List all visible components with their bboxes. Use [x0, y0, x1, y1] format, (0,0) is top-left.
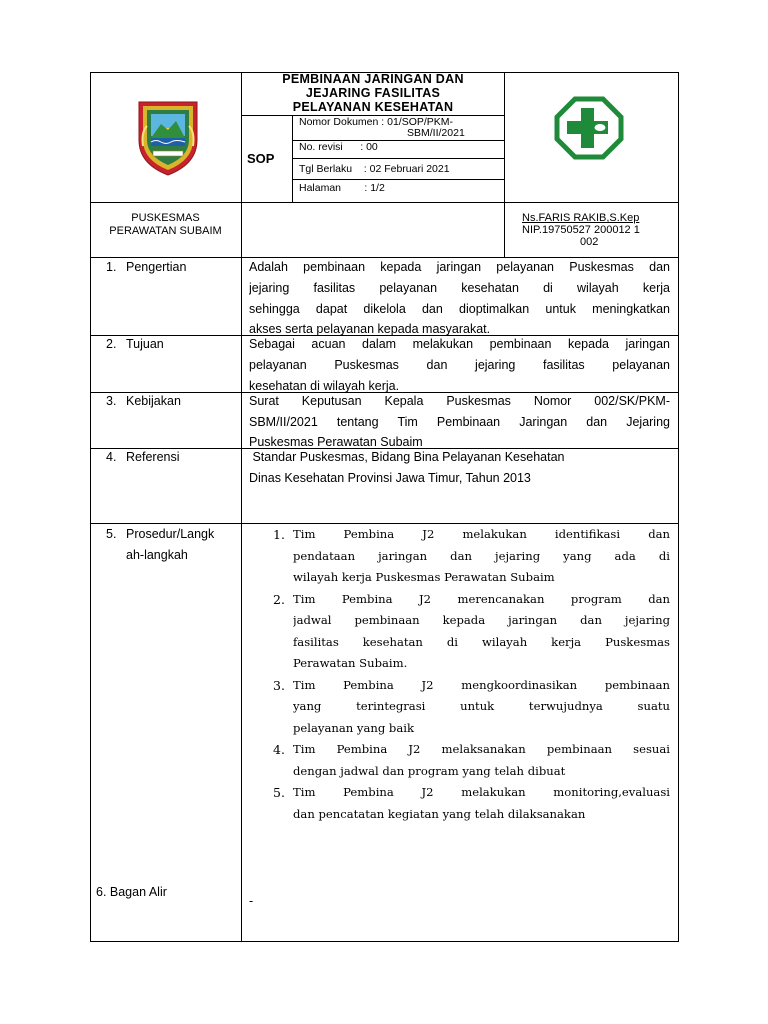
regency-seal-logo [133, 96, 203, 178]
step-1-line-1: Tim Pembina J2 melakukan identifikasi dan [293, 527, 670, 541]
step-3-line-3: pelayanan yang baik [293, 721, 414, 735]
revision-number: No. revisi : 00 [299, 141, 378, 153]
org-name-line-2: PERAWATAN SUBAIM [109, 225, 222, 237]
kebijakan-line-2: SBM/II/2021 tentang Tim Pembinaan Jaringan dan Jejaring [249, 415, 670, 429]
logo-emblem [594, 124, 606, 132]
step-3-line-1: Tim Pembina J2 mengkoordinasikan pembinaan [293, 678, 670, 692]
step-number-2: 2. [273, 592, 285, 607]
section-number-pengertian: 1. [106, 260, 117, 274]
puskesmas-logo [554, 96, 624, 160]
kebijakan-line-1: Surat Keputusan Kepala Puskesmas Nomor 002/SK/PKM- [249, 394, 670, 408]
document-title [242, 72, 504, 114]
step-4-line-2: dengan jadwal dan program yang telah dibuat [293, 764, 566, 778]
title-line-3: PELAYANAN KESEHATAN [292, 100, 454, 114]
section-number-tujuan: 2. [106, 337, 117, 351]
step-5-line-2: dan pencatatan kegiatan yang telah dilaksanakan [293, 807, 586, 821]
step-number-1: 1. [273, 527, 285, 542]
section-label-prosedur-line-2: ah-langkah [126, 548, 188, 562]
step-5-line-1: Tim Pembina J2 melakukan monitoring,evaluasi [293, 785, 670, 799]
referensi-line-1: Standar Puskesmas, Bidang Bina Pelayanan Kesehatan [249, 450, 565, 464]
step-2-line-1: Tim Pembina J2 merencanakan program dan [293, 592, 670, 606]
section-label-pengertian: Pengertian [126, 260, 187, 274]
section-label-referensi: Referensi [126, 450, 180, 464]
doc-number: Nomor Dokumen : 01/SOP/PKM- [299, 116, 454, 128]
bagan-alir-content: - [249, 894, 254, 908]
tujuan-line-3: kesehatan di wilayah kerja. [249, 379, 400, 393]
step-2-line-3: fasilitas kesehatan di wilayah kerja Puskesmas [293, 635, 670, 649]
signatory-nip-line-1: NIP.19750527 200012 1 [522, 224, 640, 236]
step-number-4: 4. [273, 742, 285, 757]
section-number-kebijakan: 3. [106, 394, 117, 408]
tujuan-line-2: pelayanan Puskesmas dan jejaring fasilitas pelayanan [249, 358, 670, 372]
step-4-line-1: Tim Pembina J2 melaksanakan pembinaan sesuai [293, 742, 670, 756]
kebijakan-line-3: Puskesmas Perawatan Subaim [249, 435, 423, 449]
step-1-line-3: wilayah kerja Puskesmas Perawatan Subaim [293, 570, 555, 584]
section-label-prosedur-line-1: Prosedur/Langk [126, 527, 215, 541]
effective-date: Tgl Berlaku : 02 Februari 2021 [299, 163, 450, 175]
pengertian-line-4: akses serta pelayanan kepada masyarakat. [249, 322, 491, 336]
section-label-bagan-alir: 6. Bagan Alir [96, 885, 167, 899]
step-1-line-2: pendataan jaringan dan jejaring yang ada di [293, 549, 670, 563]
section-label-tujuan: Tujuan [126, 337, 164, 351]
step-3-line-2: yang terintegrasi untuk terwujudnya suatu [293, 699, 670, 713]
pengertian-line-2: jejaring fasilitas pelayanan kesehatan di wilayah kerja [249, 281, 670, 295]
signatory-name: Ns.FARIS RAKIB,S.Kep [522, 212, 640, 224]
page-number: Halaman : 1/2 [299, 182, 385, 194]
section-label-kebijakan: Kebijakan [126, 394, 181, 408]
title-line-1: PEMBINAAN JARINGAN DAN [282, 72, 464, 86]
pengertian-line-1: Adalah pembinaan kepada jaringan pelayanan Puskesmas dan [249, 260, 670, 274]
pengertian-line-3: sehingga dapat dikelola dan dioptimalkan untuk meningkatkan [249, 302, 670, 316]
step-2-line-4: Perawatan Subaim. [293, 656, 408, 670]
seal-ribbon [153, 151, 183, 156]
doc-number-cont: SBM/II/2021 [407, 127, 465, 139]
referensi-line-2: Dinas Kesehatan Provinsi Jawa Timur, Tahun 2013 [249, 471, 531, 485]
step-2-line-2: jadwal pembinaan kepada jaringan dan jejaring [293, 613, 670, 627]
signatory-nip-line-2: 002 [580, 236, 599, 248]
step-number-3: 3. [273, 678, 285, 693]
sop-label: SOP [247, 151, 275, 166]
step-number-5: 5. [273, 785, 285, 800]
tujuan-line-1: Sebagai acuan dalam melakukan pembinaan kepada jaringan [249, 337, 670, 351]
seal-water [151, 138, 185, 146]
title-line-2: JEJARING FASILITAS [305, 86, 441, 100]
org-name-line-1: PUSKESMAS [131, 212, 200, 224]
section-number-prosedur: 5. [106, 527, 117, 541]
section-number-referensi: 4. [106, 450, 117, 464]
